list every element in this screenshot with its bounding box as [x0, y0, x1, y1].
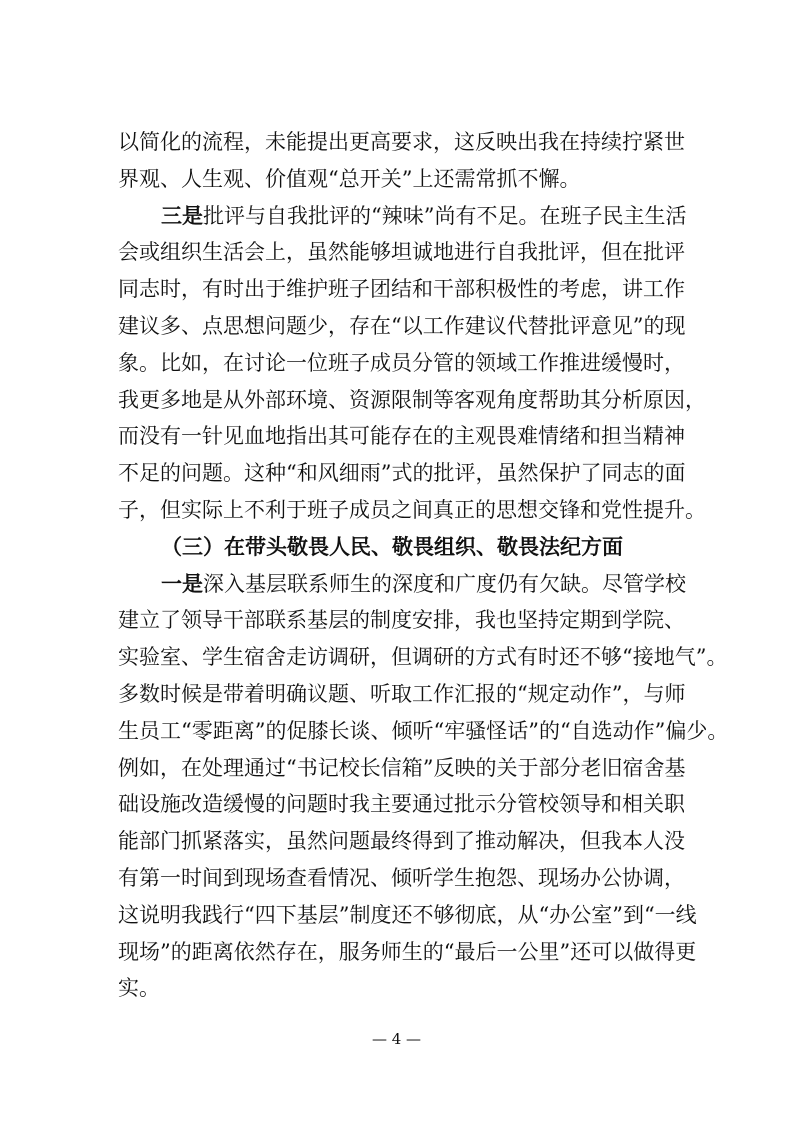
text-line [118, 566, 686, 603]
page-number: — 4 — [371, 1030, 422, 1048]
text-line: 象。比如，在讨论一位班子成员分管的领域工作推进缓慢时， [118, 350, 685, 375]
text-line: 生员工“零距离”的促膝长谈、倾听“牢骚怪话”的“自选动作”偏少。 [118, 718, 729, 743]
text-span: 批评与自我批评的“辣味”尚有不足。在班子民主生活 [203, 203, 687, 228]
text-line: 我更多地是从外部环境、资源限制等客观角度帮助其分析原因， [118, 387, 706, 412]
text-line: 会或组织生活会上，虽然能够坦诚地进行自我批评，但在批评 [118, 240, 685, 265]
text-line: 有第一时间到现场查看情况、倾听学生抱怨、现场办公协调， [118, 865, 685, 890]
text-line: 例如，在处理通过“书记校长信箱”反映的关于部分老旧宿舍基 [118, 755, 686, 780]
section-heading: （三）在带头敬畏人民、敬畏组织、敬畏法纪方面 [161, 533, 623, 559]
text-line: 建议多、点思想问题少，存在“以工作建议代替批评意见”的现 [118, 313, 686, 338]
text-line: 不足的问题。这种“和风细雨”式的批评，虽然保护了同志的面 [118, 461, 686, 486]
paragraph-lead: 三是 [161, 202, 203, 228]
text-line: 础设施改造缓慢的问题时我主要通过批示分管校领导和相关职 [118, 792, 685, 817]
text-line: 子，但实际上不利于班子成员之间真正的思想交锋和党性提升。 [118, 497, 706, 522]
text-line: 以简化的流程，未能提出更高要求，这反映出我在持续拧紧世 [118, 130, 685, 154]
text-line: 现场”的距离依然存在，服务师生的“最后一公里”还可以做得更 [118, 939, 697, 964]
text-span: 深入基层联系师生的深度和广度仍有欠缺。尽管学校 [203, 571, 686, 596]
text-line: 同志时，有时出于维护班子团结和干部积极性的考虑，讲工作 [118, 277, 685, 302]
text-line: 实。 [118, 976, 160, 1001]
paragraph-lead: 一是 [161, 570, 203, 596]
text-line: 多数时候是带着明确议题、听取工作汇报的“规定动作”，与师 [118, 681, 686, 706]
text-line: 这说明我践行“四下基层”制度还不够彻底，从“办公室”到“一线 [118, 902, 697, 927]
text-line: 界观、人生观、价值观“总开关”上还需常抓不懈。 [118, 166, 581, 191]
text-line [118, 198, 687, 235]
document-body [118, 124, 729, 1007]
text-line: 而没有一针见血地指出其可能存在的主观畏难情绪和担当精神 [118, 424, 685, 449]
text-line: 能部门抓紧落实，虽然问题最终得到了推动解决，但我本人没 [118, 829, 685, 854]
text-line: 实验室、学生宿舍走访调研，但调研的方式有时还不够“接地气”。 [118, 645, 728, 670]
text-line: 建立了领导干部联系基层的制度安排，我也坚持定期到学院、 [118, 608, 685, 633]
